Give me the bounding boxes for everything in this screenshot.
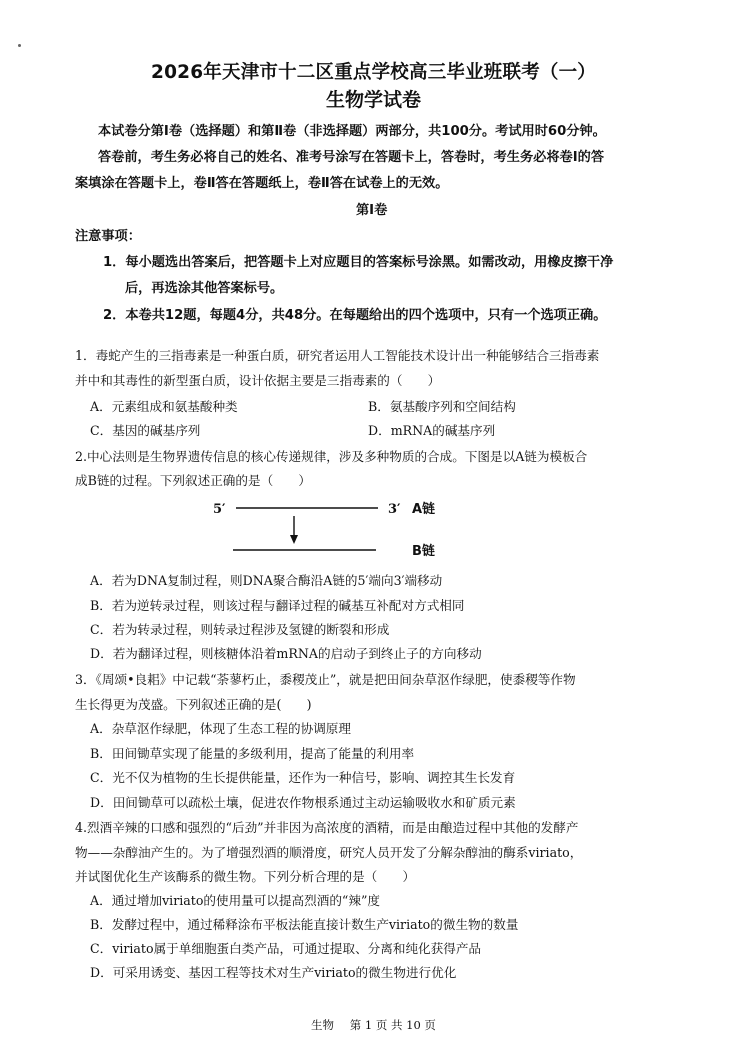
page-footer	[0, 1017, 747, 1033]
question-1-option-c: C．基因的碱基序列	[90, 423, 201, 438]
question-4-option-d: D．可采用诱变、基因工程等技术对生产viriato的微生物进行优化	[90, 965, 457, 980]
note-item-2: 2．本卷共12题，每题4分，共48分。在每题给出的四个选项中，只有一个选项正确。	[103, 308, 607, 323]
question-4-option-b: B．发酵过程中，通过稀释涂布平板法能直接计数生产viriato的微生物的数量	[90, 917, 519, 932]
question-3-option-b: B．田间锄草实现了能量的多级利用，提高了能量的利用率	[90, 746, 415, 761]
section-title: 第Ⅰ卷	[356, 203, 388, 218]
question-2-option-d: D．若为翻译过程，则核糖体沿着mRNA的启动子到终止子的方向移动	[90, 646, 482, 661]
margin-mark	[18, 44, 21, 47]
question-2-option-c: C．若为转录过程，则转录过程涉及氢键的断裂和形成	[90, 622, 390, 637]
question-3-option-c: C．光不仅为植物的生长提供能量，还作为一种信号，影响、调控其生长发育	[90, 770, 516, 785]
question-4-option-c: C．viriato属于单细胞蛋白类产品，可通过提取、分离和纯化获得产品	[90, 941, 482, 956]
exam-title: 2026年天津市十二区重点学校高三毕业班联考（一）	[151, 62, 596, 83]
strand-diagram	[0, 490, 747, 565]
label-a-strand: A链	[412, 502, 436, 517]
exam-subtitle: 生物学试卷	[325, 89, 421, 111]
question-4-option-a: A．通过增加viriato的使用量可以提高烈酒的“辣”度	[90, 893, 381, 908]
label-b-strand: B链	[412, 544, 435, 559]
question-4-stem-cont: 物——杂醇油产生的。为了增强烈酒的顺滑度，研究人员开发了分解杂醇油的酶系viriato，	[75, 845, 583, 860]
synthesis-arrow-head	[290, 535, 298, 544]
question-2-stem: 2.中心法则是生物界遗传信息的核心传递规律，涉及多种物质的合成。下图是以A链为模板合	[75, 449, 588, 464]
label-5-prime: 5′	[213, 502, 226, 517]
intro-line-1: 本试卷分第Ⅰ卷（选择题）和第Ⅱ卷（非选择题）两部分，共100分。考试用时60分钟。	[98, 124, 606, 139]
notes-heading: 注意事项：	[75, 229, 141, 244]
question-3-option-a: A．杂草沤作绿肥，体现了生态工程的协调原理	[90, 721, 351, 736]
note-item-1-cont: 后，再选涂其他答案标号。	[125, 281, 284, 296]
question-3-stem: 3．《周颂•良耜》中记载“荼蓼朽止，黍稷茂止”，就是把田间杂草沤作绿肥，使黍稷等作物	[75, 672, 576, 687]
footer-subject: 生物	[311, 1018, 335, 1032]
question-4-stem-cont-2: 并试图优化生产该酶系的微生物。下列分析合理的是（ ）	[75, 869, 416, 884]
question-3-stem-cont: 生长得更为茂盛。下列叙述正确的是( )	[75, 697, 312, 712]
label-3-prime: 3′	[388, 502, 401, 517]
question-2-option-b: B．若为逆转录过程，则该过程与翻译过程的碱基互补配对方式相同	[90, 598, 465, 613]
footer-page-number: 第 1 页 共 10 页	[349, 1018, 436, 1032]
intro-line-2: 答卷前，考生务必将自己的姓名、准考号涂写在答题卡上，答卷时，考生务必将卷Ⅰ的答	[98, 150, 605, 165]
note-item-1: 1．每小题选出答案后，把答题卡上对应题目的答案标号涂黑。如需改动，用橡皮擦干净	[103, 255, 614, 270]
question-1-stem-cont: 并中和其毒性的新型蛋白质，设计依据主要是三指毒素的（ ）	[75, 373, 441, 388]
question-1-option-b: B．氨基酸序列和空间结构	[368, 399, 516, 414]
question-1-option-a: A．元素组成和氨基酸种类	[90, 399, 238, 414]
question-4-stem: 4.烈酒辛辣的口感和强烈的“后劲”并非因为高浓度的酒精，而是由酿造过程中其他的发酵产	[75, 820, 579, 835]
question-2-option-a: A．若为DNA复制过程，则DNA聚合酶沿A链的5′端向3′端移动	[90, 573, 443, 588]
question-1-stem: 1．毒蛇产生的三指毒素是一种蛋白质，研究者运用人工智能技术设计出一种能够结合三指毒素	[75, 348, 600, 363]
question-3-option-d: D．田间锄草可以疏松土壤，促进农作物根系通过主动运输吸收水和矿质元素	[90, 795, 516, 810]
question-1-option-d: D．mRNA的碱基序列	[368, 423, 496, 438]
intro-line-3: 案填涂在答题卡上，卷Ⅱ答在答题纸上，卷Ⅱ答在试卷上的无效。	[75, 176, 449, 191]
question-2-stem-cont: 成B链的过程。下列叙述正确的是（ ）	[75, 473, 311, 488]
